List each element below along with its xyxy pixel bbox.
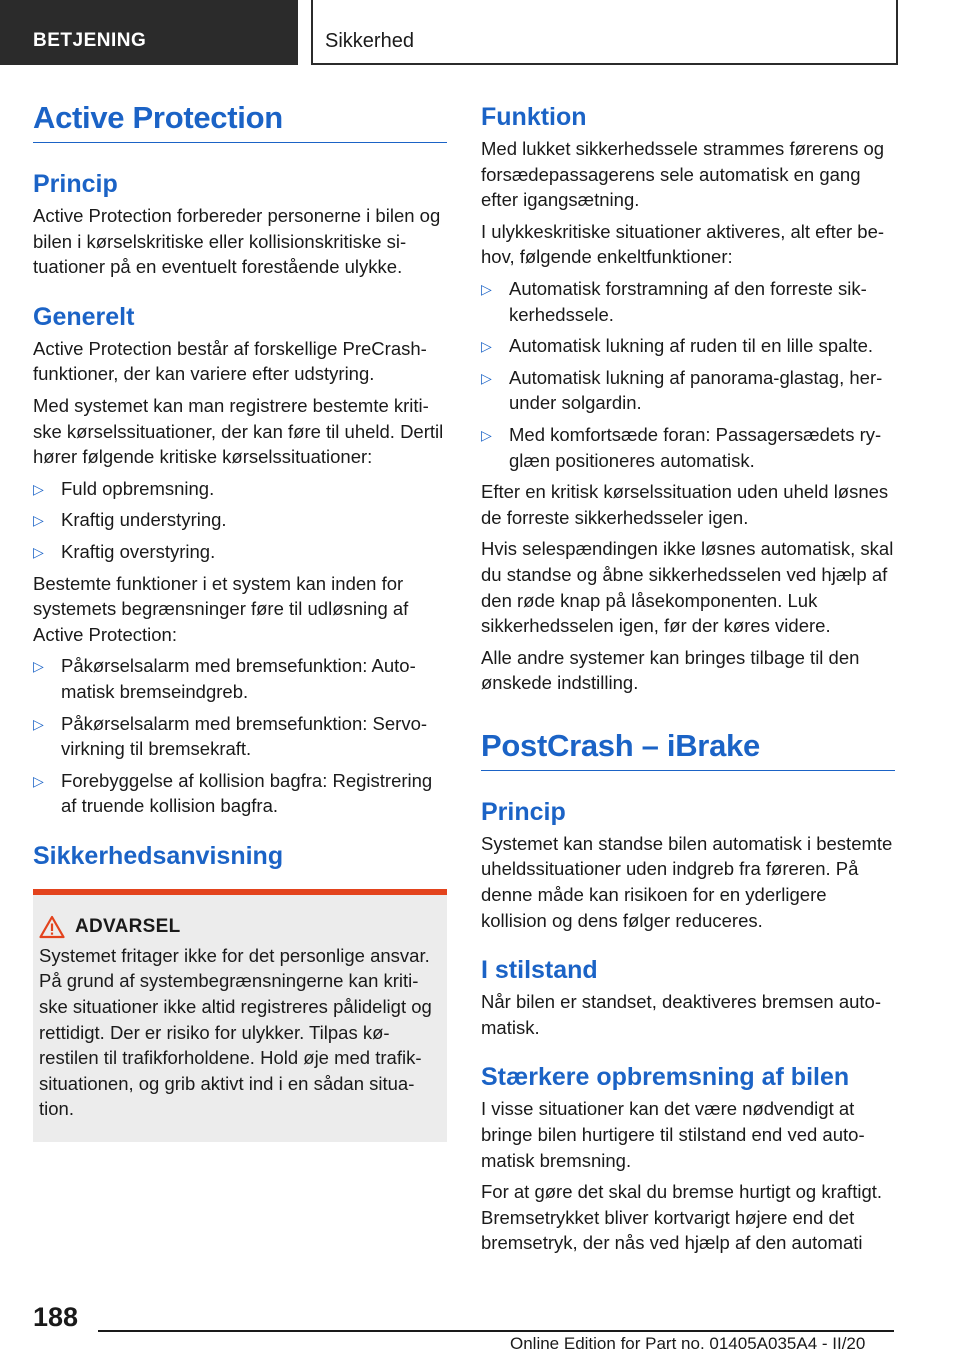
stilstand-heading: I stilstand: [481, 956, 598, 985]
triangle-bullet-icon: ▷: [481, 338, 492, 355]
list-item: ▷ Forebyggelse af kollision bagfra: Registrering af truende kollision bagfra.: [33, 769, 433, 817]
triangle-bullet-icon: ▷: [481, 426, 492, 443]
postcrash-princip-heading: Princip: [481, 797, 566, 826]
staerkere-heading: Stærkere opbremsning af bilen: [481, 1063, 850, 1092]
triangle-bullet-icon: ▷: [33, 512, 44, 529]
list-item: ▷ Kraftig understyring.: [33, 507, 447, 533]
funktion-text-3: Efter en kritisk kørselssituation uden uheld løsnes de forreste sikkerhedsseler igen.: [481, 481, 889, 528]
list-item: ▷ Fuld opbremsning.: [33, 476, 447, 502]
princip-text: Active Protection forbereder personerne i bilen og bilen i kørselskritiske eller kollisionskritiske situationer på en eventuelt forestående ulykke.: [33, 205, 441, 278]
right-column: [481, 100, 895, 1256]
triangle-bullet-icon: ▷: [33, 543, 44, 560]
header-subsection-label: Sikkerhed: [325, 30, 414, 52]
triangle-bullet-icon: ▷: [33, 715, 44, 732]
list-item: ▷ Påkørselsalarm med bremsefunktion: Servovirkning til bremsekraft.: [33, 712, 428, 760]
left-column: [33, 100, 447, 1142]
warning-text: Systemet fritager ikke for det personlige ansvar. På grund af systembegrænsningerne kan kritiske situationer ikke altid registreres pålideligt og rettidigt. Der er risiko for ulykker. Tilpas kørestilen til trafikforholdene. Hold øje med trafiksituationen, og grib aktivt ind i en sådan situation.: [39, 944, 432, 1120]
triangle-bullet-icon: ▷: [33, 480, 44, 497]
funktion-text-2: I ulykkeskritiske situationer aktiveres, alt efter behov, følgende enkeltfunktioner:: [481, 220, 885, 268]
list-item: ▷ Kraftig overstyring.: [33, 539, 447, 565]
funktion-heading: Funktion: [481, 103, 587, 131]
list-item: ▷ Med komfortsæde foran: Passagersædets ryglæn positioneres automatisk.: [481, 423, 882, 471]
triangle-bullet-icon: ▷: [481, 369, 492, 386]
single-function-list: [481, 276, 895, 473]
funktion-text-1: Med lukket sikkerhedssele strammes førerens og forsædepassagerens sele automatisk en gang efter igangsætning.: [481, 138, 885, 211]
funktion-text-5: Alle andre systemer kan bringes tilbage til den ønskede indstilling.: [481, 646, 860, 694]
triangle-bullet-icon: ▷: [33, 772, 44, 789]
safety-heading: Sikkerhedsanvisning: [33, 841, 284, 870]
warning-title: ADVARSEL: [75, 915, 181, 937]
page-title: Active Protection: [33, 100, 447, 143]
triangle-bullet-icon: ▷: [481, 280, 492, 297]
warning-header: [39, 915, 441, 939]
header-section-tab: [0, 0, 298, 65]
generelt-text-3: Bestemte funktioner i et system kan inden for systemets begrænsninger føre til udløsning af Active Protection:: [33, 572, 409, 645]
page-number: 188: [33, 1302, 79, 1332]
generelt-text-2: Med systemet kan man registrere bestemte kritiske kørselssituationer, der kan føre til uheld. Dertil hører følgende kritiske kørselssituationer:: [33, 394, 444, 468]
staerkere-text-2: For at gøre det skal du bremse hurtigt og kraftigt. Bremsetrykket bliver kortvarigt højere end det bremsetryk, der nås ved hjælp af den automati: [481, 1181, 883, 1254]
list-item: ▷ Automatisk lukning af ruden til en lille spalte.: [481, 333, 895, 359]
warning-box: [33, 889, 447, 1142]
header-subsection-tab: [311, 0, 898, 65]
footer-divider: [98, 1330, 894, 1332]
situation-list: [33, 476, 447, 565]
funktion-text-4: Hvis selespændingen ikke løsnes automatisk, skal du standse og åbne sikkerhedsselen ved hjælp af den røde knap på låsekomponenten. Luk sikkerhedsselen igen, før der køres videre.: [481, 538, 894, 637]
generelt-heading: Generelt: [33, 302, 135, 331]
postcrash-title: PostCrash – iBrake: [481, 728, 895, 771]
list-item: ▷ Påkørselsalarm med bremsefunktion: Automatisk bremseindgreb.: [33, 655, 416, 702]
list-item: ▷ Automatisk forstramning af den forreste sikkerhedssele.: [481, 277, 867, 325]
postcrash-princip-text: Systemet kan standse bilen automatisk i bestemte uheldssituationer uden indgreb fra føreren. På denne måde kan risikoen for en yderligere kollision og dens følger reduceres.: [481, 832, 893, 931]
generelt-text-1: Active Protection består af forskellige PreCrash-funktioner, der kan variere efter udstyring.: [33, 337, 427, 385]
stilstand-text: Når bilen er standset, deaktiveres bremsen automatisk.: [481, 991, 882, 1038]
header-section-label: BETJENING: [33, 30, 147, 51]
function-list: [33, 653, 447, 819]
princip-heading: Princip: [33, 170, 118, 198]
list-item: ▷ Automatisk lukning af panorama-glastag, herunder solgardin.: [481, 366, 883, 414]
warning-triangle-icon: [39, 915, 65, 939]
triangle-bullet-icon: ▷: [33, 658, 44, 675]
staerkere-text-1: I visse situationer kan det være nødvendigt at bringe bilen hurtigere til stilstand end ved automatisk bremsning.: [481, 1098, 865, 1171]
edition-text: Online Edition for Part no. 01405A035A4 - II/20: [510, 1334, 866, 1353]
